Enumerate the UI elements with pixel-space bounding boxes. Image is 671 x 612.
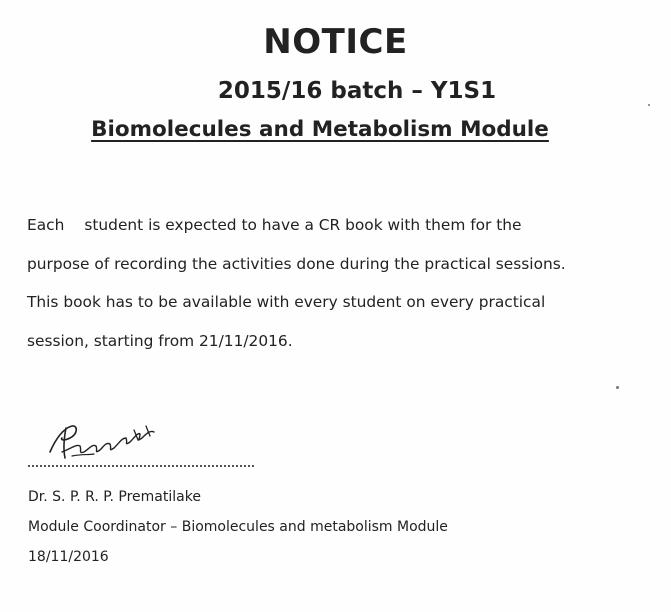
body-line-4: session, starting from 21/11/2016. (27, 331, 293, 350)
signatory-name: Dr. S. P. R. P. Prematilake (28, 489, 201, 505)
body-line-1-start: Each (27, 216, 65, 234)
body-line-2: purpose of recording the activities done during the practical sessions. (27, 254, 566, 273)
signatory-block (28, 482, 448, 572)
body-line-1 (27, 206, 647, 245)
signature-dotted-line (28, 465, 254, 467)
signatory-role: Module Coordinator – Biomolecules and metabolism Module (28, 519, 448, 535)
batch-heading: 2015/16 batch – Y1S1 (217, 78, 497, 104)
scan-speck (616, 386, 619, 389)
body-line-1-end: student is expected to have a CR book with them for the (84, 216, 522, 234)
scan-speck (648, 104, 650, 106)
notice-title: NOTICE (263, 22, 408, 62)
signatory-date: 18/11/2016 (28, 549, 109, 565)
handwritten-signature (42, 408, 172, 466)
module-heading: Biomolecules and Metabolism Module (91, 117, 549, 142)
body-line-3: This book has to be available with every student on every practical (27, 293, 546, 311)
notice-body (27, 206, 647, 360)
